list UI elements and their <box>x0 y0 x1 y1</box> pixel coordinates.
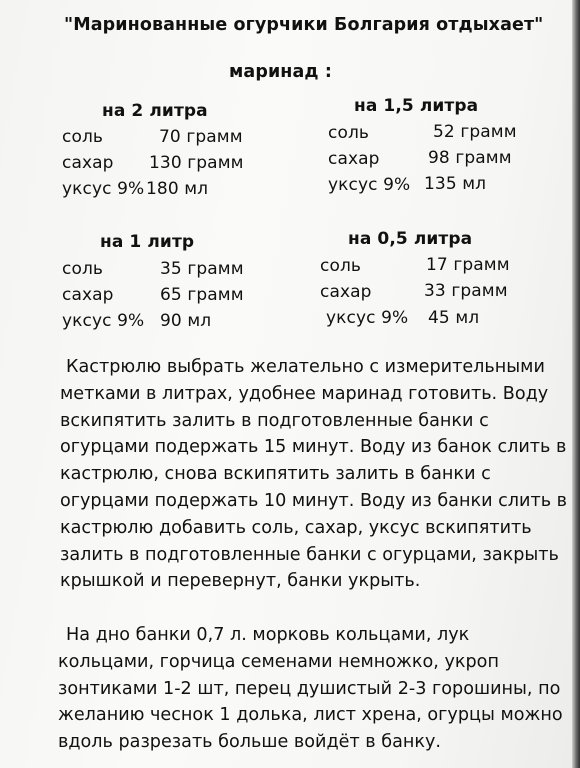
jar-contents-paragraph <box>58 622 563 756</box>
ingredient-name: уксус 9% <box>328 175 411 195</box>
page-edge-shadow <box>572 0 580 768</box>
paragraph-line: огурцами подержать 15 минут. Воду из банок слить в <box>60 437 567 458</box>
paragraph-line: желанию чеснок 1 долька, лист хрена, огурцы можно <box>58 705 563 726</box>
ingredient-name: уксус 9% <box>62 179 145 199</box>
ingredient-name: сахар <box>320 282 372 302</box>
paragraph-line: огурцами подержать 10 минут. Воду из банки слить в <box>60 490 568 511</box>
ingredient-name: сахар <box>62 153 114 173</box>
ingredient-name: соль <box>328 123 370 143</box>
ingredient-amount: 70 грамм <box>159 127 243 147</box>
block-heading: на 0,5 литра <box>348 229 473 249</box>
paragraph-line: вскипятить залить в подготовленные банки с <box>60 410 489 431</box>
ingredient-amount: 65 грамм <box>160 285 244 305</box>
ingredient-name: сахар <box>62 285 114 305</box>
marinade-subtitle: маринад : <box>229 62 332 82</box>
ingredient-name: уксус 9% <box>326 308 409 328</box>
ingredient-name: соль <box>320 256 362 276</box>
block-heading: на 1 литр <box>100 232 195 252</box>
ingredient-amount: 135 мл <box>424 174 487 194</box>
ingredient-amount: 90 мл <box>160 311 212 331</box>
ingredient-amount: 130 грамм <box>149 153 244 173</box>
ingredient-amount: 52 грамм <box>433 122 517 142</box>
paragraph-line: метками в литрах, удобнее маринад готовить. Воду <box>60 383 549 404</box>
ingredient-amount: 33 грамм <box>424 281 508 301</box>
paragraph-line: кастрюлю, снова вскипятить залить в банки с <box>60 464 491 485</box>
ingredient-name: соль <box>62 127 104 147</box>
paragraph-line: залить в подготовленные банки с огурцами, закрыть <box>60 544 559 565</box>
ingredient-amount: 180 мл <box>146 179 209 199</box>
instructions-paragraph <box>60 354 567 595</box>
block-heading: на 1,5 литра <box>354 96 479 116</box>
ingredient-name: соль <box>62 259 104 279</box>
ingredient-amount: 35 грамм <box>160 259 244 279</box>
paragraph-line: вдоль разрезать больше войдёт в банку. <box>58 732 442 753</box>
paragraph-line: зонтиками 1-2 шт, перец душистый 2-3 горошины, по <box>58 678 561 699</box>
paragraph-line: кольцами, горчица семенами немножко, укроп <box>58 651 499 672</box>
paragraph-line: крышкой и перевернут, банки укрыть. <box>60 571 421 592</box>
ingredient-name: уксус 9% <box>62 311 145 331</box>
ingredient-amount: 45 мл <box>428 308 480 328</box>
page-title: "Маринованные огурчики Болгария отдыхает" <box>64 15 544 35</box>
paragraph-line: кастрюлю добавить соль, сахар, уксус вскипятить <box>60 517 532 538</box>
paragraph-line: Кастрюлю выбрать желательно с измерительными <box>66 357 545 377</box>
ingredient-amount: 17 грамм <box>426 255 510 275</box>
ingredient-amount: 98 грамм <box>428 148 512 168</box>
ingredient-name: сахар <box>328 149 380 169</box>
paragraph-line: На дно банки 0,7 л. морковь кольцами, лук <box>66 625 470 645</box>
block-heading: на 2 литра <box>102 101 208 121</box>
